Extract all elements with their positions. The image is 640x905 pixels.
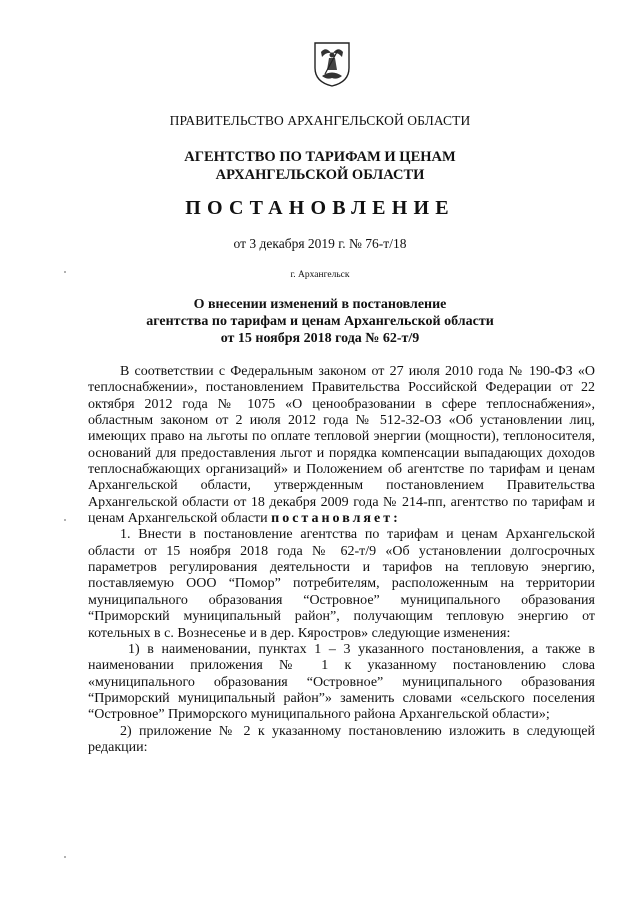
clause-1-paragraph: 1. Внести в постановление агентства по тарифам и ценам Архангельской области от 15 ноября 2018 года № 62-т/9 «Об установлении долгосрочных параметров регулирования деятельности и тарифов на тепловую энергию, поставляемую ООО “Помор” потребителям, расположенным на территории муниципального образования “Островное” муниципального образования “Приморский муниципальный район”, получающим тепловую энергию от котельных в с. Вознесенье и в дер. Кяростров» следующие изменения: — [88, 527, 595, 641]
preamble-text: В соответствии с Федеральным законом от 27 июля 2010 года № 190-ФЗ «О теплоснабжении», постановлением Правительства Российской Федерации от 22 октября 2012 года № 1075 «О ценообразовании в сфере теплоснабжения», областным законом от 2 июля 2012 года № 512-32-ОЗ «Об установлении лиц, имеющих право на льготы по оплате тепловой энергии (мощности), теплоносителя, оснований для предоставления льгот и порядка компенсации выпадающих доходов теплоснабжающих организаций» и Положением об агентстве по тарифам и ценам Архангельской области, утвержденным постановлением Правительства Архангельской области от 18 декабря 2009 года № 214-пп, агентство по тарифам и ценам Архангельской области — [88, 364, 595, 527]
document-city: г. Архангельск — [290, 270, 350, 280]
resolves-word: постановляет: — [271, 511, 401, 527]
agency-name-line-2: АРХАНГЕЛЬСКОЙ ОБЛАСТИ — [215, 167, 425, 183]
preamble-paragraph — [88, 364, 595, 527]
item-2-paragraph: 2) приложение № 2 к указанному постановлению изложить в следующей редакции: — [88, 723, 595, 755]
scan-speck — [64, 856, 66, 858]
item-1-paragraph: 1) в наименовании, пунктах 1 – 3 указанного постановления, а также в наименовании приложения № 1 к указанному постановлению слова «муниципального образования “Островное” муниципального образования “Приморский муниципальный район”» заменить словами «сельского поселения “Островное” Приморского муниципального района Архангельской области»; — [88, 641, 595, 723]
scan-speck — [64, 271, 66, 273]
agency-name — [0, 148, 640, 184]
coat-of-arms-archangel-icon — [312, 40, 352, 88]
document-title: ПОСТАНОВЛЕНИЕ — [185, 197, 455, 219]
agency-name-line-1: АГЕНТСТВО ПО ТАРИФАМ И ЦЕНАМ — [184, 149, 456, 165]
subject-line-3: от 15 ноября 2018 года № 62-т/9 — [220, 331, 420, 346]
document-date-number: от 3 декабря 2019 г. № 76-т/18 — [233, 236, 407, 251]
document-body — [88, 364, 595, 756]
subject-line-1: О внесении изменений в постановление — [193, 297, 447, 312]
document-subject — [0, 296, 640, 347]
scan-speck — [64, 519, 66, 521]
government-name: ПРАВИТЕЛЬСТВО АРХАНГЕЛЬСКОЙ ОБЛАСТИ — [169, 113, 471, 128]
subject-line-2: агентства по тарифам и ценам Архангельской области — [146, 314, 494, 329]
